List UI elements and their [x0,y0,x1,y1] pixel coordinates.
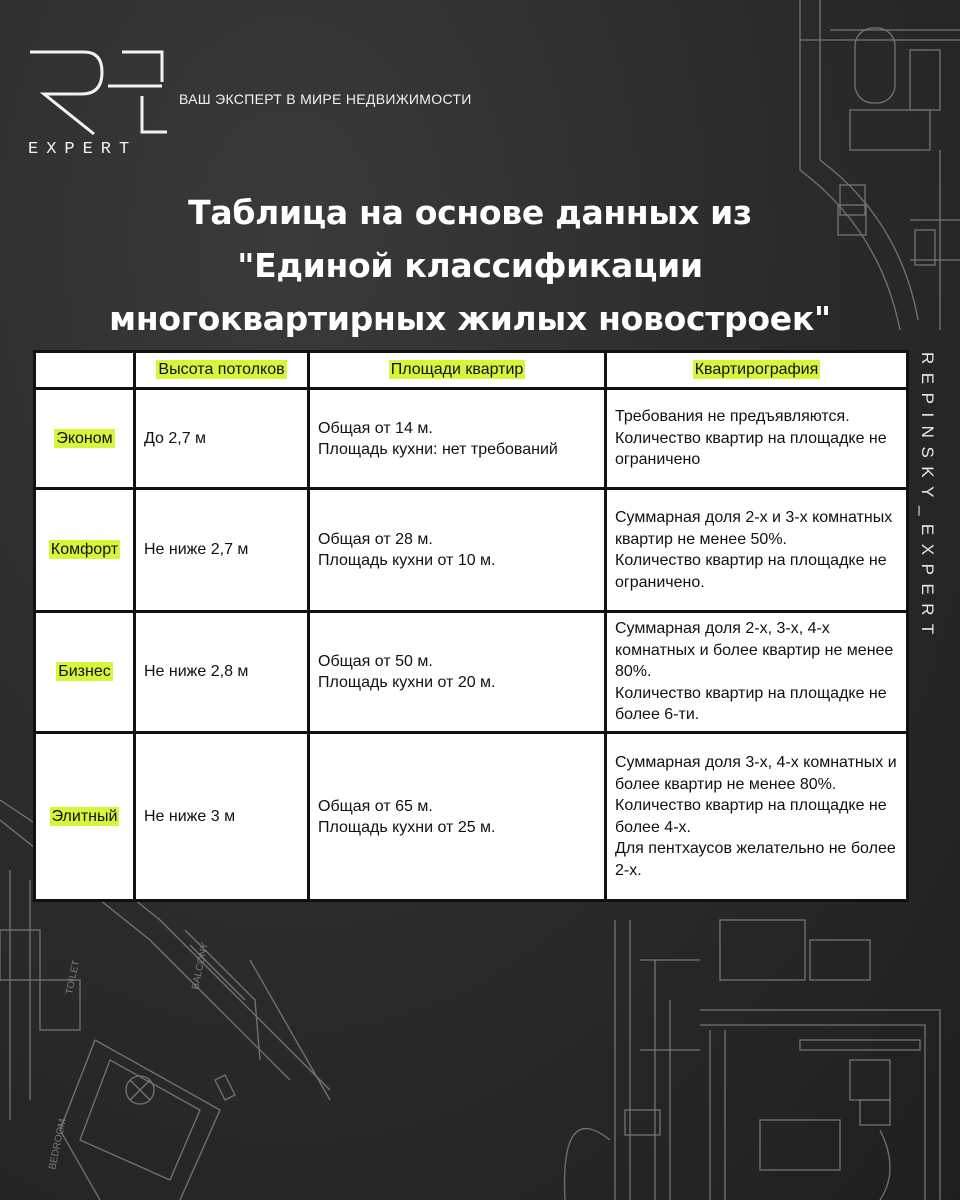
distribution-cell: Суммарная доля 2-х и 3-х комнатных квартир не менее 50%. Количество квартир на площадке не ограничено. [606,489,908,612]
table-row [35,389,908,489]
class-cell-elite: Элитный [35,733,135,901]
ceiling-cell: Не ниже 2,7 м [135,489,309,612]
area-cell: Общая от 50 м. Площадь кухни от 20 м. [309,612,606,733]
blueprint-label-balcony: BALCONY [190,941,211,991]
ceiling-cell: Не ниже 3 м [135,733,309,901]
area-cell: Общая от 65 м. Площадь кухни от 25 м. [309,733,606,901]
blueprint-label-bedroom: BEDROOM [47,1117,69,1171]
classification-table [33,350,909,902]
area-cell: Общая от 28 м. Площадь кухни от 10 м. [309,489,606,612]
vertical-handle: REPINSKY_EXPERT [918,352,937,643]
class-cell-business: Бизнес [35,612,135,733]
ceiling-cell: До 2,7 м [135,389,309,489]
brand-tagline: ВАШ ЭКСПЕРТ В МИРЕ НЕДВИЖИМОСТИ [179,91,472,107]
brand-logo-subtitle: EXPERT [28,140,138,159]
page-title-line-3: многоквартирных жилых новостроек" [109,299,831,338]
table-row [35,489,908,612]
table-header-row [35,352,908,389]
table-header-area: Площади квартир [309,352,606,389]
class-cell-economy: Эконом [35,389,135,489]
blueprint-label-toilet: TOILET [64,959,83,996]
distribution-cell: Требования не предъявляются. Количество квартир на площадке не ограничено [606,389,908,489]
ceiling-cell: Не ниже 2,8 м [135,612,309,733]
distribution-cell: Суммарная доля 3-х, 4-х комнатных и более квартир не менее 80%. Количество квартир на площадке не более 4-х. Для пентхаусов желательно не более 2-х. [606,733,908,901]
area-cell: Общая от 14 м. Площадь кухни: нет требований [309,389,606,489]
page-title [20,186,920,345]
table-row [35,733,908,901]
distribution-cell: Суммарная доля 2-х, 3-х, 4-х комнатных и более квартир не менее 80%. Количество квартир на площадке не более 6-ти. [606,612,908,733]
table-header-empty [35,352,135,389]
table-header-distribution: Квартирография [606,352,908,389]
table-row [35,612,908,733]
class-cell-comfort: Комфорт [35,489,135,612]
table-header-ceiling: Высота потолков [135,352,309,389]
page-title-line-1: Таблица на основе данных из [188,193,752,232]
page-title-line-2: "Единой классификации [237,246,703,285]
